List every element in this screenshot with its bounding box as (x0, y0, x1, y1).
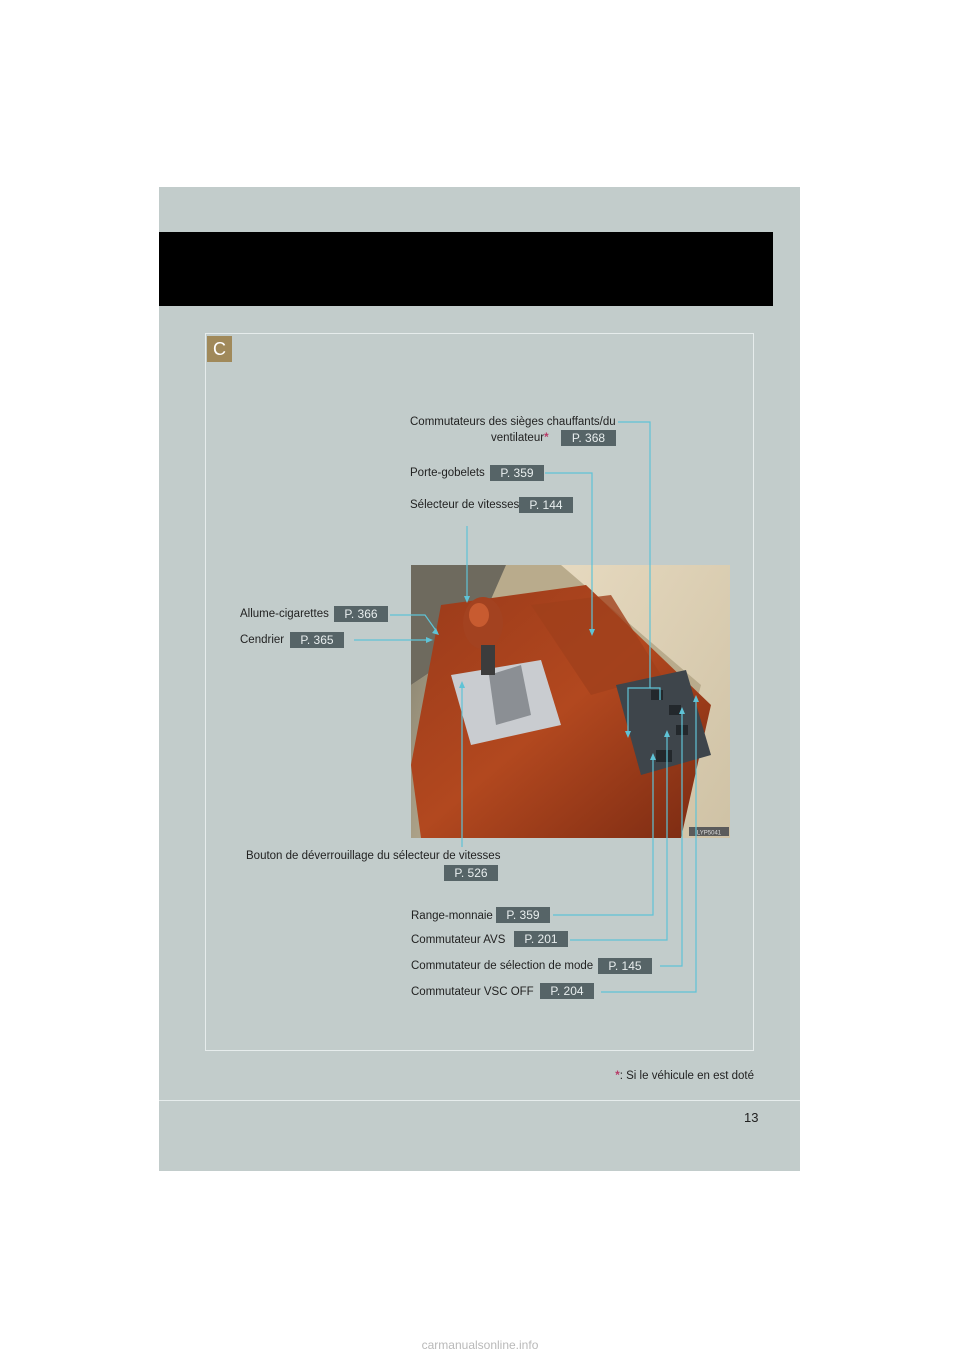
label-seat-switches-line2: ventilateur* (491, 432, 549, 444)
label-cigarette-lighter: Allume-cigarettes (240, 608, 329, 620)
leader-cigarette-lighter (390, 615, 437, 632)
section-badge: C (207, 336, 232, 362)
leader-seat-switches (618, 422, 650, 732)
ref-vsc-off-switch[interactable]: P. 204 (540, 983, 594, 999)
leader-coin-holder (553, 758, 653, 915)
watermark: carmanualsonline.info (421, 1338, 539, 1352)
label-vsc-off-switch: Commutateur VSC OFF (411, 986, 534, 998)
footer-rule (159, 1100, 800, 1101)
label-ashtray: Cendrier (240, 634, 285, 646)
label-mode-switch: Commutateur de sélection de mode (411, 960, 594, 972)
footnote (615, 1070, 754, 1082)
page-number: 13 (744, 1110, 759, 1125)
ref-cup-holders[interactable]: P. 359 (490, 465, 544, 481)
optional-asterisk: * (544, 432, 549, 444)
label-seat-switches-line1: Commutateurs des sièges chauffants/du (410, 416, 616, 428)
leader-seat-switches-branch (650, 688, 660, 700)
ref-cigarette-lighter[interactable]: P. 366 (334, 606, 388, 622)
label-shift-lever: Sélecteur de vitesses (410, 499, 520, 511)
ref-mode-switch[interactable]: P. 145 (598, 958, 652, 974)
photo-code: LYP5041 (696, 830, 722, 837)
leader-mode-switch (660, 712, 682, 966)
label-cup-holders: Porte-gobelets (410, 467, 485, 479)
ref-shift-lever[interactable]: P. 144 (519, 497, 573, 513)
ref-ashtray[interactable]: P. 365 (290, 632, 344, 648)
footnote-text: : Si le véhicule en est doté (619, 1070, 754, 1082)
ref-coin-holder[interactable]: P. 359 (496, 907, 550, 923)
ref-shift-lock-release[interactable]: P. 526 (444, 865, 498, 881)
label-coin-holder: Range-monnaie (411, 910, 493, 922)
footnote-asterisk: * (615, 1070, 620, 1082)
ref-avs-switch[interactable]: P. 201 (514, 931, 568, 947)
label-shift-lock-release: Bouton de déverrouillage du sélecteur de vitesses (246, 850, 501, 862)
label-avs-switch: Commutateur AVS (411, 934, 506, 946)
ref-seat-switches[interactable]: P. 368 (561, 430, 616, 446)
